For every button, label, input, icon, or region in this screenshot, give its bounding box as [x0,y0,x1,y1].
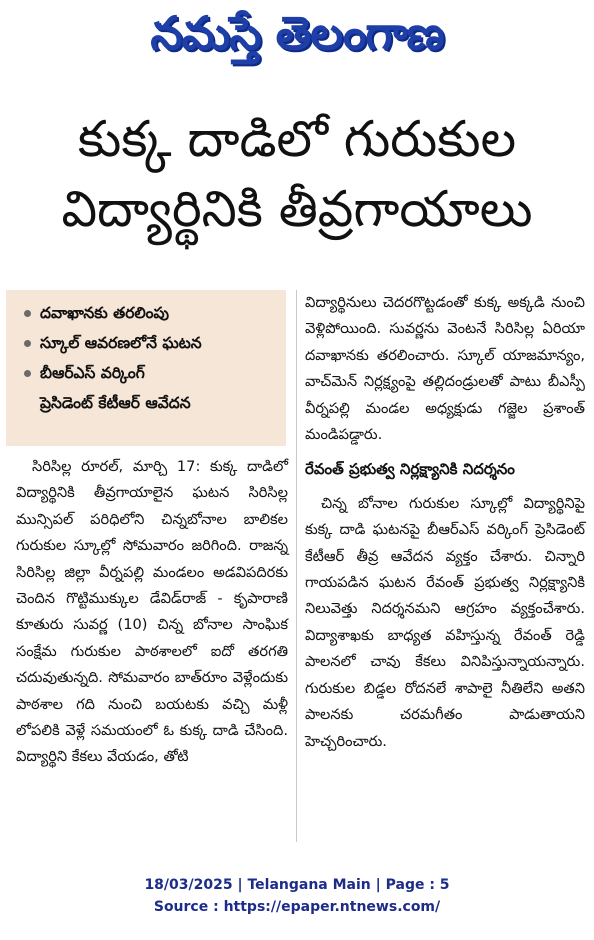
article-column-left [16,454,288,771]
masthead [0,0,594,84]
footer-date-page: 18/03/2025 | Telangana Main | Page : 5 [144,877,450,893]
headline [10,104,584,244]
headline-line-2: విద్యార్థినికి తీవ్రగాయాలు [61,180,533,238]
article-column-right [305,290,585,755]
headline-line-1: కుక్క దాడిలో గురుకుల [77,110,517,168]
highlights-box [6,290,286,446]
article-paragraph: చిన్న బోనాల గురుకుల స్కూల్లో విద్యార్థినిపై కుక్క దాడి ఘటనపై బీఆర్ఎస్ వర్కింగ్ ప్రెసిడెంట్ కేటీఆర్ తీవ్ర ఆవేదన వ్యక్తం చేశారు. చిన్నారి గాయపడిన ఘటన రేవంత్ ప్రభుత్వ నిర్లక్ష్యానికి నిలువెత్తు నిదర్శనమని ఆగ్రహం వ్యక్తంచేశారు. విద్యాశాఖకు బాధ్యత వహిస్తున్న రేవంత్ రెడ్డి పాలనలో చావు కేకలు వినిపిస్తున్నాయన్నారు. గురుకుల బిడ్డల రోదనలే శాపాలై నీతిలేని అతని పాలనకు చరమగీతం పాడుతాయని హెచ్చరించారు. [305,494,585,750]
highlight-item: స్కూల్ ఆవరణలోనే ఘటన [24,328,286,358]
column-divider [296,290,297,842]
highlight-item-continued: ప్రెసిడెంట్ కేటీఆర్ ఆవేదన [40,394,191,412]
highlight-item: బీఆర్ఎస్ వర్కింగ్ [24,358,286,388]
article-paragraph: సిరిసిల్ల రూరల్, మార్చి 17: కుక్క దాడిలో విద్యార్థినికి తీవ్రగాయాలైన ఘటన సిరిసిల్ల మున్సిపల్ పరిధిలోని చిన్నబోనాల బాలికల గురుకుల స్కూల్లో సోమవారం జరిగింది. రాజన్న సిరిసిల్ల జిల్లా వీర్నపల్లి మండలం అడవిపదిరకు చెందిన గొట్టిముక్కుల డేవిడ్‌రాజ్ - కృపారాణి కూతురు సువర్ణ (10) చిన్న బోనాల సాంఘిక సంక్షేమ గురుకుల పాఠశాలలో ఐదో తరగతి చదువుతున్నది. సోమవారం బాత్‌రూం వెళ్లేందుకు పాఠశాల గది నుంచి బయటకు వచ్చి మళ్లీ లోపలికి వెళ్లే సమయంలో ఓ కుక్క దాడి చేసింది. విద్యార్థిని కేకలు వేయడం, తోటి [16,458,288,766]
article-paragraph: విద్యార్థినులు చెదరగొట్టడంతో కుక్క అక్కడి నుంచి వెళ్లిపోయింది. సువర్ణను వెంటనే సిరిసిల్ల ఏరియా దవాఖానకు తరలించారు. స్కూల్ యాజమాన్యం, వాచ్‌మెన్ నిర్లక్ష్యంపై తల్లిదండ్రులతో పాటు బీఎస్పీ వీర్నపల్లి మండల అధ్యక్షుడు గజ్జెల ప్రశాంత్ మండిపడ్డారు. [305,294,585,444]
footer-source-link: Source : https://epaper.ntnews.com/ [153,899,441,915]
highlight-item: దవాఖానకు తరలింపు [24,298,286,328]
article-subheading: రేవంత్ ప్రభుత్వ నిర్లక్ష్యానికి నిదర్శనం [305,460,515,479]
source-footer [0,874,594,918]
newspaper-logo: నమస్తే తెలంగాణ [150,6,444,60]
